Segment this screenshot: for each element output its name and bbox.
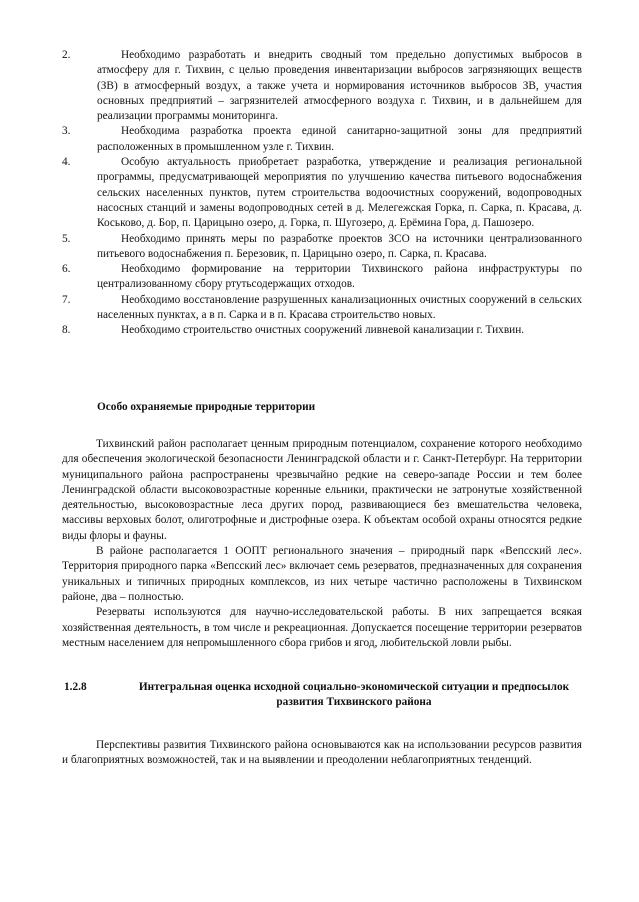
list-item-text: Необходимо строительство очистных сооружений ливневой канализации г. Тихвин. (121, 324, 525, 337)
list-item-text: Необходимо формирование на территории Тихвинского района инфраструктуры по централизованному сбору ртутьсодержащих отходов. (97, 263, 582, 291)
list-item-number: 8. (62, 324, 71, 337)
section-number: 1.2.8 (64, 681, 87, 693)
list-item-number: 4. (62, 156, 71, 169)
final-section (62, 738, 582, 769)
list-item-number: 3. (62, 125, 71, 138)
protected-areas-section (62, 437, 582, 651)
list-item-text: Особую актуальность приобретает разработка, утверждение и реализация региональной программы, предусматривающей мероприятия по улучшению качества питьевого водоснабжения сельских населенных пунктов, путем строительства водоочистных сооружений, водопроводных насосных станций и замены водопроводных сетей в д. Мелегежская Горка, п. Сарка, п. Красава, д. Коськово, д. Бор, п. Царицыно озеро, д. Горка, п. Шугозеро, д. Ерёмина Гора, д. Пашозеро. (97, 156, 582, 230)
list-item (62, 262, 582, 293)
section-title: Интегральная оценка исходной социально-экономической ситуации и предпосылок развития Тихвинского района (138, 681, 570, 708)
measures-list (62, 48, 582, 339)
list-item-number: 6. (62, 263, 71, 276)
paragraph: Перспективы развития Тихвинского района основываются как на использовании ресурсов развития и благоприятных возможностей, так и на выявлении и преодолении неблагоприятных тенденций. (62, 739, 582, 767)
list-item (62, 293, 582, 324)
list-item-text: Необходимо принять меры по разработке проектов ЗСО на источники централизованного питьевого водоснабжения п. Березовик, п. Царицыно озеро, п. Сарка, п. Красава. (97, 232, 582, 260)
section-heading (62, 680, 582, 710)
list-item-number: 2. (62, 49, 71, 61)
list-item-number: 7. (62, 293, 71, 306)
list-item (62, 48, 582, 124)
list-item (62, 323, 582, 338)
list-item-text: Необходимо восстановление разрушенных канализационных очистных сооружений в сельских населенных пунктах, а в п. Сарка и в п. Красава строительство новых. (97, 293, 582, 322)
paragraph: В районе располагается 1 ООПТ регионального значения – природный парк «Вепсский лес». Территория природного парка «Вепсский лес» включает семь резерватов, предназначенных для сохранения уникальных и типичных природных комплексов, из них четыре частично расположены в Тихвинском районе, два – полностью. (62, 545, 582, 603)
protected-areas-heading: Особо охраняемые природные территории (97, 401, 316, 413)
list-item (62, 232, 582, 263)
list-item-number: 5. (62, 232, 71, 245)
list-item-text: Необходимо разработать и внедрить сводный том предельно допустимых выбросов в атмосферу для г. Тихвин, с целью проведения инвентаризации выбросов загрязняющих веществ (ЗВ) в атмосферный воздух, а также учета и нормирования источников выбросов ЗВ, участия основных предприятий – загрязнителей атмосферного воздуха г. Тихвин, и в дальнейшем для реализации программы мониторинга. (97, 49, 582, 123)
paragraph: Тихвинский район располагает ценным природным потенциалом, сохранение которого необходимо для обеспечения экологической безопасности Ленинградской области и г. Санкт-Петербург. На территории муниципального района распространены чрезвычайно редкие на северо-западе России и тем более Ленинградской области высоковозрастные коренные ельники, практически не затронутые хозяйственной деятельностью, высоковозрастные леса других пород, развивающиеся без вмешательства человека, массивы верховых болот, олиготрофные и дистрофные озера. К объектам особой охраны относятся редкие виды флоры и фауны. (62, 438, 582, 542)
list-item (62, 155, 582, 231)
list-item-text: Необходима разработка проекта единой санитарно-защитной зоны для предприятий расположенных в промышленном узле г. Тихвин. (97, 125, 582, 153)
paragraph: Резерваты используются для научно-исследовательской работы. В них запрещается всякая хозяйственная деятельность, в том числе и рекреационная. Допускается посещение территории резерватов местным населением для непромышленного сбора грибов и ягод, любительской ловли рыбы. (62, 606, 582, 649)
list-item (62, 124, 582, 155)
